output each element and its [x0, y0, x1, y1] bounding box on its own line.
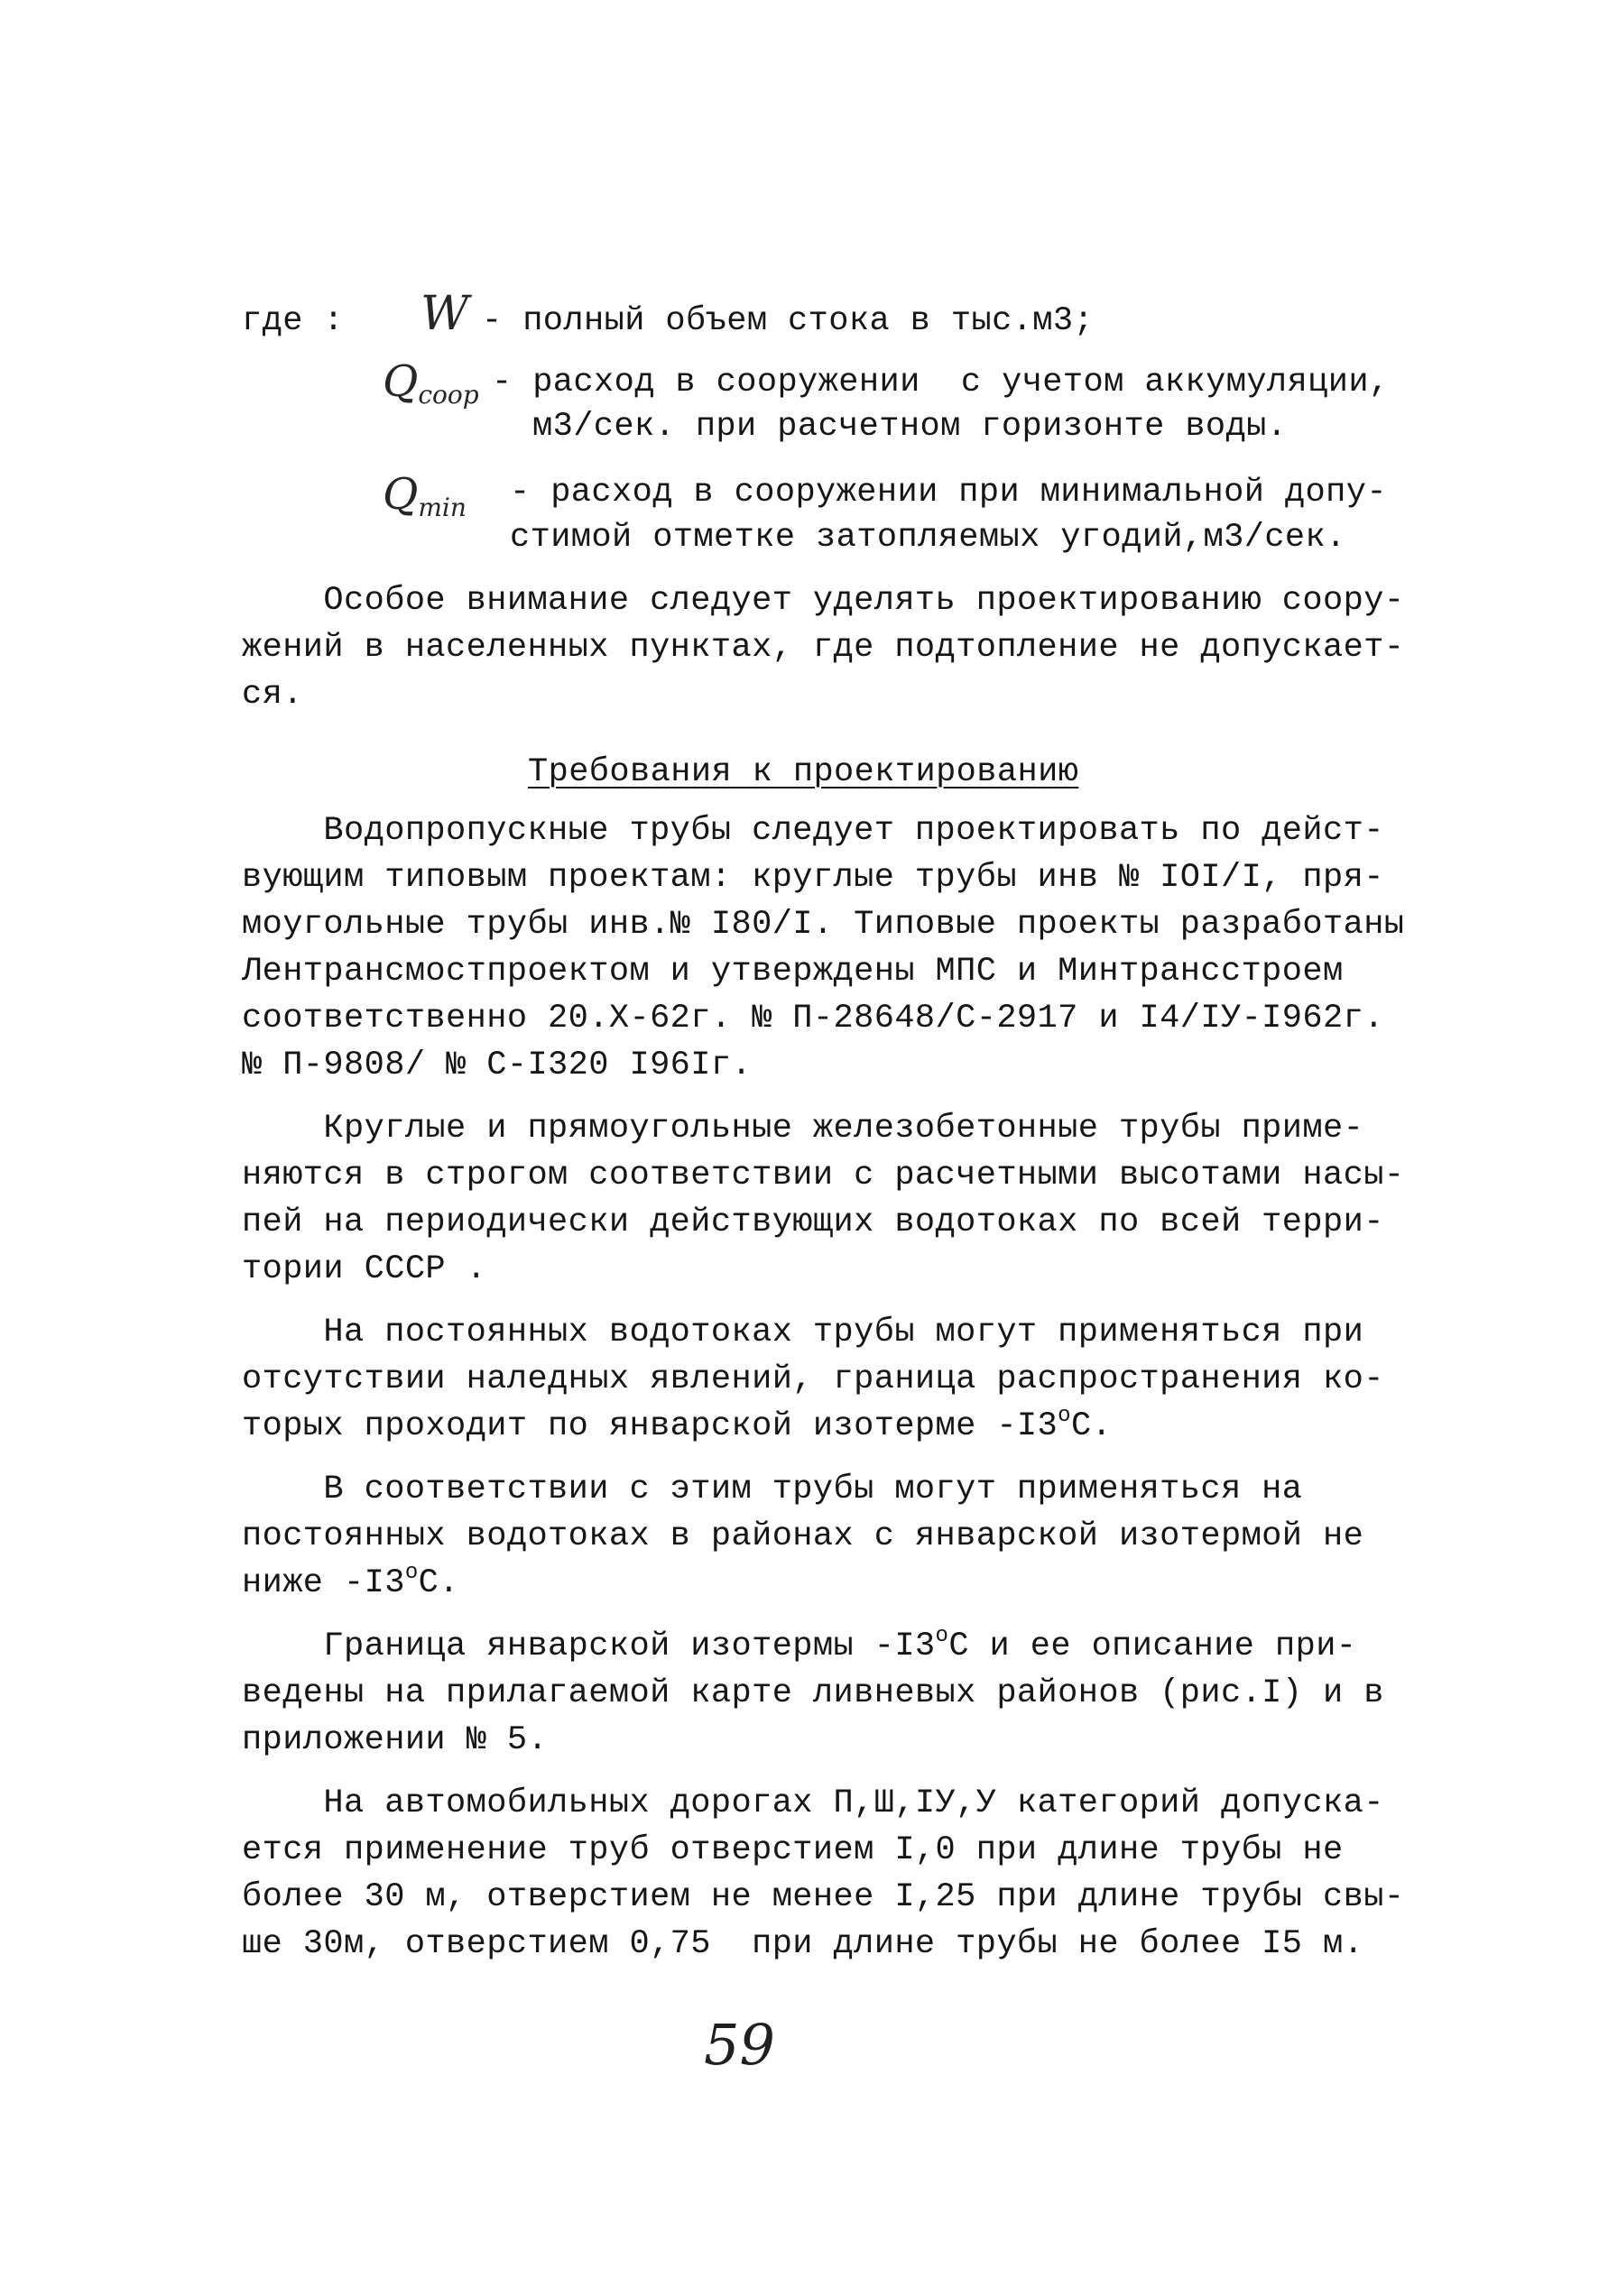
- paragraph-4-line-3: ниже -I3$^o$C.: [242, 1561, 459, 1602]
- degree-mark: o: [404, 1561, 419, 1585]
- paragraph-1-line-3: моугольные трубы инв.№ I80/I. Типовые проекты разработаны: [242, 906, 1405, 944]
- definition-q-coop-line-1: - расход в сооружении с учетом аккумуляции,: [492, 364, 1390, 401]
- degree-mark: o: [935, 1624, 949, 1648]
- paragraph-1-line-5: соответственно 20.X-62г. № П-28648/С-2917 и I4/IУ-I962г.: [242, 1000, 1384, 1037]
- symbol-q-coop: $Q_{coop}$: [383, 356, 479, 410]
- paragraph-2-line-2: няются в строгом соответствии с расчетными высотами насы-: [242, 1157, 1405, 1194]
- paragraph-6-line-4: ше 30м, отверстием 0,75 при длине трубы не более I5 м.: [242, 1925, 1364, 1963]
- section-heading: Требования к проектированию: [528, 753, 1079, 791]
- paragraph-2-line-3: пей на периодически действующих водотоках по всей терри-: [242, 1203, 1384, 1241]
- paragraph-4-line-2: постоянных водотоках в районах с январской изотермой не: [242, 1517, 1364, 1555]
- paragraph-2-line-1: Круглые и прямоугольные железобетонные трубы приме-: [242, 1110, 1364, 1148]
- paragraph-2-line-4: тории СССР .: [242, 1250, 487, 1288]
- paragraph-3-line-1: На постоянных водотоках трубы могут применяться при: [242, 1314, 1364, 1351]
- page-number: 59: [704, 2012, 775, 2078]
- symbol-q-min: $Q_{min}$: [383, 469, 467, 522]
- paragraph-6-line-1: На автомобильных дорогах П,Ш,IУ,У категорий допуска-: [242, 1784, 1384, 1822]
- definitions-intro: где :: [242, 302, 345, 340]
- paragraph-5-line-3: приложении № 5.: [242, 1721, 549, 1759]
- attention-line-1: Особое внимание следует уделять проектированию соору-: [242, 582, 1405, 620]
- paragraph-1-line-4: Лентрансмостпроектом и утверждены МПС и Минтрансстроем: [242, 953, 1344, 991]
- symbol-w: W: [421, 287, 469, 341]
- degree-mark: o: [1058, 1404, 1071, 1428]
- paragraph-1-line-1: Водопропускные трубы следует проектировать по дейст-: [242, 812, 1384, 850]
- definition-w-line-1: - полный объем стока в тыс.м3;: [482, 302, 1095, 340]
- paragraph-6-line-2: ется применение труб отверстием I,0 при длине трубы не: [242, 1831, 1344, 1869]
- definition-q-min-line-1: - расход в сооружении при минимальной допу-: [510, 474, 1387, 512]
- paragraph-4-line-1: В соответствии с этим трубы могут применяться на: [242, 1471, 1303, 1508]
- paragraph-1-line-6: № П-9808/ № С-I320 I96Iг.: [242, 1047, 753, 1084]
- definition-q-coop-line-2: м3/сек. при расчетном горизонте воды.: [532, 408, 1288, 446]
- paragraph-1-line-2: вующим типовым проектам: круглые трубы инв № IOI/I, пря-: [242, 859, 1384, 897]
- paragraph-3-line-2: отсутствии наледных явлений, граница распространения ко-: [242, 1360, 1384, 1398]
- paragraph-3-line-3: торых проходит по январской изотерме -I3$^o$C.: [242, 1404, 1113, 1445]
- attention-line-2: жений в населенных пунктах, где подтопление не допускает-: [242, 629, 1405, 667]
- paragraph-6-line-3: более 30 м, отверстием не менее I,25 при длине трубы свы-: [242, 1878, 1405, 1916]
- definition-q-min-line-2: стимой отметке затопляемых угодий,м3/сек.: [510, 519, 1346, 557]
- paragraph-5-line-1: Граница январской изотермы -I3$^o$C и ее описание при-: [242, 1624, 1357, 1665]
- paragraph-5-line-2: ведены на прилагаемой карте ливневых районов (рис.I) и в: [242, 1674, 1384, 1712]
- attention-line-3: ся.: [242, 676, 303, 714]
